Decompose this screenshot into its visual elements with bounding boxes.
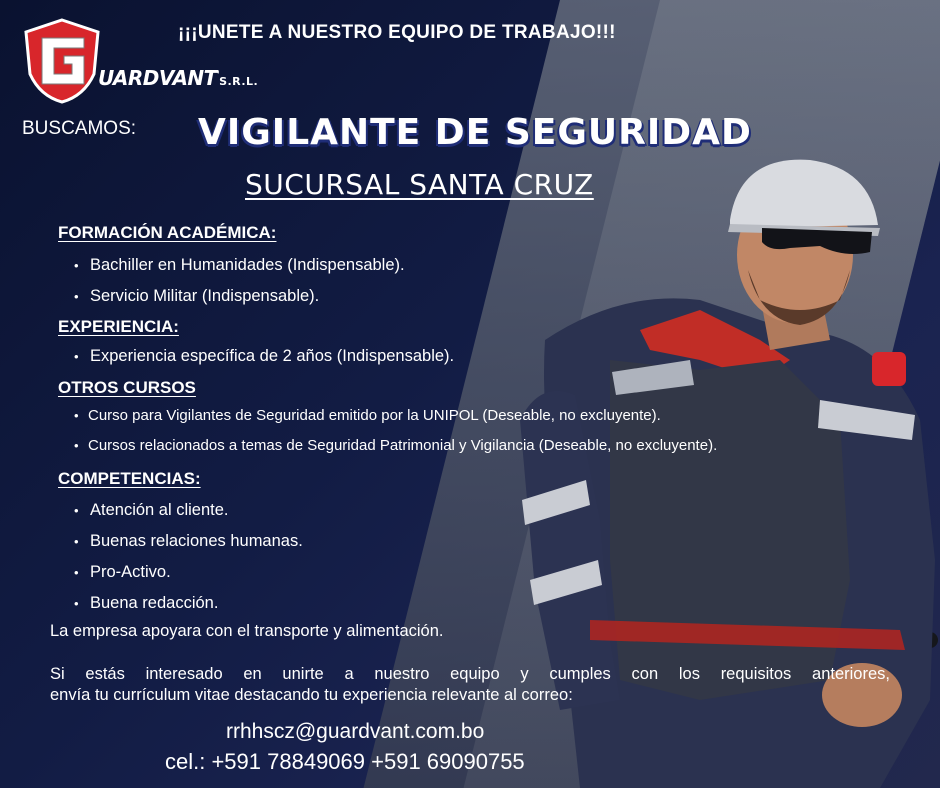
cta-line-1: Si estás interesado en unirte a nuestro equipo y cumples con los requisitos anteriores, <box>50 665 890 683</box>
support-note: La empresa apoyara con el transporte y alimentación. <box>50 622 444 640</box>
list-experiencia <box>74 341 454 372</box>
contact-email[interactable]: rrhhscz@guardvant.com.bo <box>226 720 485 743</box>
list-item: • Curso para Vigilantes de Seguridad emitido por la UNIPOL (Deseable, no excluyente). <box>74 401 717 431</box>
list-item: • Experiencia específica de 2 años (Indispensable). <box>74 341 454 372</box>
brand-suffix: S.R.L. <box>219 75 259 88</box>
list-item: • Pro-Activo. <box>74 557 303 588</box>
buscamos-label: BUSCAMOS: <box>22 118 137 139</box>
section-heading-competencias: COMPETENCIAS: <box>58 469 201 488</box>
list-formacion <box>74 250 405 312</box>
job-location: SUCURSAL SANTA CRUZ <box>245 168 594 201</box>
list-item: • Atención al cliente. <box>74 495 303 526</box>
list-otros-cursos <box>74 401 717 461</box>
section-heading-otros-cursos: OTROS CURSOS <box>58 378 196 397</box>
list-item: • Cursos relacionados a temas de Seguridad Patrimonial y Vigilancia (Deseable, no excluyente). <box>74 431 717 461</box>
cta-line-2: envía tu currículum vitae destacando tu experiencia relevante al correo: <box>50 686 573 704</box>
job-title: VIGILANTE DE SEGURIDAD <box>198 112 752 153</box>
list-item: • Bachiller en Humanidades (Indispensable). <box>74 250 405 281</box>
list-item: • Servicio Militar (Indispensable). <box>74 281 405 312</box>
list-item: • Buena redacción. <box>74 588 303 619</box>
headline: ¡¡¡UNETE A NUESTRO EQUIPO DE TRABAJO!!! <box>178 22 616 43</box>
guardvant-logo-shield-icon <box>24 18 100 104</box>
brand-word: UARDVANT <box>98 66 217 90</box>
list-competencias <box>74 495 303 619</box>
contact-phone[interactable]: cel.: +591 78849069 +591 69090755 <box>165 749 525 774</box>
list-item: • Buenas relaciones humanas. <box>74 526 303 557</box>
section-heading-formacion: FORMACIÓN ACADÉMICA: <box>58 223 277 242</box>
section-heading-experiencia: EXPERIENCIA: <box>58 317 179 336</box>
brand-wordmark: UARDVANT'S.R.L. <box>98 66 259 90</box>
